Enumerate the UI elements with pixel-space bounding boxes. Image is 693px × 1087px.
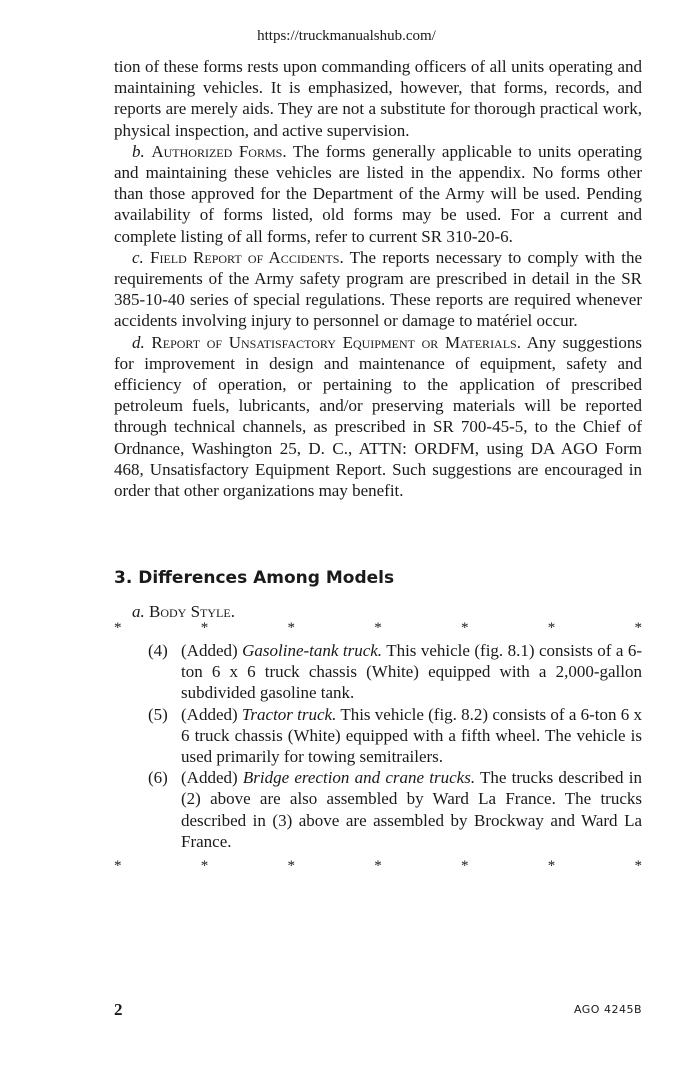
ago-code: AGO 4245B	[573, 1003, 642, 1016]
ellipsis-stars-bottom: * * * * * * *	[114, 858, 642, 874]
list-item: (5) (Added) Tractor truck. This vehicle (fig. 8.2) consists of a 6-ton 6 x 6 truck chassis (White) equipped with a fifth wheel. The vehicle is used primarily for towing semitrailers.	[148, 704, 643, 767]
paragraph-b: b. Authorized Forms. The forms generally applicable to units operating and maintaining these vehicles are listed in the appendix. No forms other than those approved for the Department of the Army will be used. Pending availability of forms listed, old forms may be used. For a current and complete listing of all forms, refer to current SR 310-20-6.	[114, 141, 643, 246]
list-item: (4) (Added) Gasoline-tank truck. This vehicle (fig. 8.1) consists of a 6-ton 6 x 6 truck chassis (White) equipped with a 2,000-gallon subdivided gasoline tank.	[148, 641, 643, 703]
subsection-heading: a. Body Style.	[132, 602, 235, 621]
ellipsis-stars-top: * * * * * * *	[114, 620, 642, 636]
paragraph-d: d. Report of Unsatisfactory Equipment or Materials. Any suggestions for improvement in design and maintenance of equipment, safety and efficiency of operation, or pertaining to the application of prescribed petroleum fuels, lubricants, and/or preserving materials will be reported through technical channels, as prescribed in SR 700-45-5, to the Chief of Ordnance, Washington 25, D. C., ATTN: ORDFM, using DA AGO Form 468, Unsatisfactory Equipment Report. Such suggestions are encouraged in order that other organizations may benefit.	[114, 332, 642, 501]
item-list	[148, 640, 642, 852]
paragraph-c: c. Field Report of Accidents. The reports necessary to comply with the requirements of the Army safety program are prescribed in detail in the SR 385-10-40 series of special regulations. These reports are required whenever accidents involving injury to personnel or damage to matériel occur.	[114, 247, 642, 331]
header-url: https://truckmanualshub.com/	[257, 28, 436, 44]
intro-paragraph: tion of these forms rests upon commanding officers of all units operating and maintaining vehicles. It is emphasized, however, that forms, records, and reports are merely aids. They are not a substitute for thorough practical work, physical inspection, and active supervision. b. Authorized Forms. The forms generally applicable to units operating and maintaining these vehicles are listed in the appendix. No forms other than those approved for the Department of the Army will be used. Pending availability of forms listed, old forms may be used. For a current and complete listing of all forms, refer to current SR 310-20-6. c. Field Report of Accidents. The reports necessary to comply with the requirements of the Army safety program are prescribed in detail in the SR 385-10-40 series of special regulations. These reports are required whenever accidents involving injury to personnel or damage to matériel occur. d. Report of Unsatisfactory Equipment or Materials. Any suggestions for improvement in design and maintenance of equipment, safety and efficiency of operation, or pertaining to the application of prescribed petroleum fuels, lubricants, and/or preserving materials will be reported through technical channels, as prescribed in SR 700-45-5, to the Chief of Ordnance, Washington 25, D. C., ATTN: ORDFM, using DA AGO Form 468, Unsatisfactory Equipment Report. Such suggestions are encouraged in order that other organizations may benefit.	[114, 57, 643, 501]
page-number: 2	[114, 1000, 123, 1019]
section-heading: 3. Differences Among Models	[114, 568, 395, 588]
list-item: (6) (Added) Bridge erection and crane trucks. The trucks described in (2) above are also assembled by Ward La France. The trucks described in (3) above are assembled by Brockway and Ward La France.	[148, 768, 643, 851]
